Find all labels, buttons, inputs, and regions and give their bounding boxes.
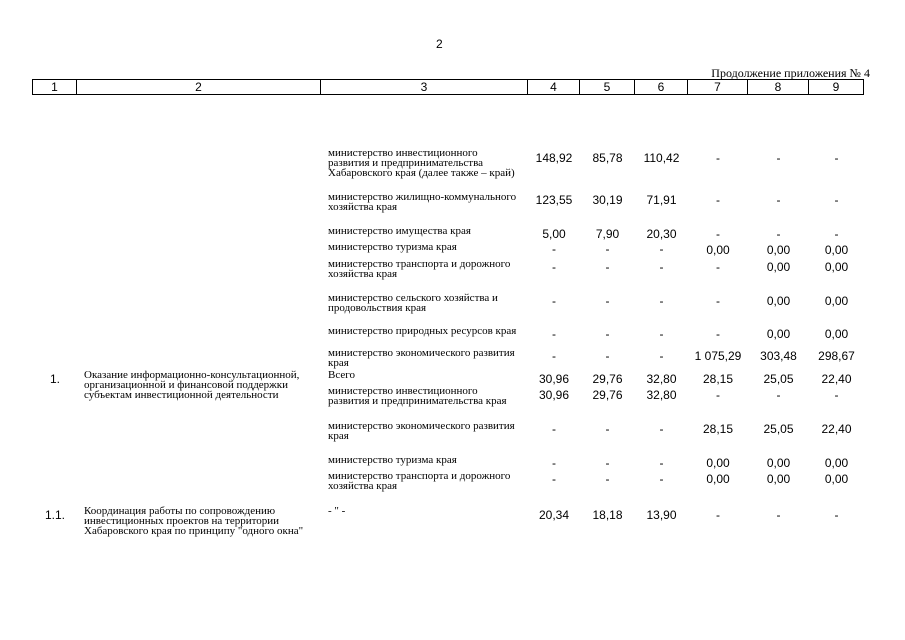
item-name: Координация работы по сопровождению инвестиционных проектов на территории Хабаровского края по принципу "одного окна" <box>84 505 304 537</box>
row-value-col6: - <box>659 349 664 363</box>
row-label: министерство инвестиционного развития и предпринимательства Хабаровского края (далее также – край) <box>328 147 515 179</box>
row-value-col5: 7,90 <box>595 227 620 241</box>
row-value-col8: 0,00 <box>766 327 791 341</box>
row-value-col5: - <box>605 294 610 308</box>
row-value-col6: 32,80 <box>646 372 677 386</box>
row-value-col4: - <box>552 260 556 274</box>
row-value-col4: - <box>552 472 556 486</box>
row-value-col8: 25,05 <box>763 422 794 436</box>
row-value-col7: - <box>716 388 720 402</box>
row-label: министерство транспорта и дорожного хозяйства края <box>328 258 511 280</box>
row-value-col8: 0,00 <box>766 243 791 257</box>
row-value-col4: - <box>552 456 556 470</box>
row-value-col5: 30,19 <box>592 193 623 207</box>
row-value-col8: 0,00 <box>766 456 791 470</box>
row-value-col4: 148,92 <box>535 151 573 165</box>
page-number: 2 <box>436 37 443 51</box>
row-value-col7: 1 075,29 <box>694 349 742 363</box>
row-label: министерство инвестиционного развития и предпринимательства края <box>328 385 507 407</box>
item-number: 1. <box>50 372 61 386</box>
row-value-col6: - <box>659 327 664 341</box>
continuation-note: Продолжение приложения № 4 <box>711 66 870 80</box>
row-value-col9: - <box>834 151 839 165</box>
row-value-col4: - <box>552 327 556 341</box>
row-value-col6: - <box>659 294 664 308</box>
row-value-col7: - <box>716 193 720 207</box>
row-value-col5: - <box>605 422 610 436</box>
row-value-col5: 85,78 <box>592 151 623 165</box>
row-value-col6: 71,91 <box>646 193 677 207</box>
row-value-col6: 110,42 <box>643 151 680 165</box>
row-value-col9: 0,00 <box>824 327 849 341</box>
row-value-col6: - <box>659 242 664 256</box>
row-value-col8: - <box>776 151 781 165</box>
row-value-col9: 0,00 <box>824 456 849 470</box>
row-value-col7: - <box>716 151 720 165</box>
row-value-col5: - <box>605 327 610 341</box>
row-value-col8: 25,05 <box>763 372 794 386</box>
row-value-col6: 32,80 <box>646 388 677 402</box>
header-col-8: 8 <box>748 79 809 95</box>
row-value-col7: - <box>716 294 720 308</box>
row-value-col9: - <box>834 388 839 402</box>
row-label: министерство экономического развития края <box>328 347 515 369</box>
row-value-col8: 0,00 <box>766 260 791 274</box>
row-value-col8: 0,00 <box>766 472 791 486</box>
row-value-col6: 13,90 <box>646 508 677 522</box>
header-col-9: 9 <box>809 79 864 95</box>
row-value-col5: 18,18 <box>592 508 623 522</box>
row-label: министерство жилищно-коммунального хозяйства края <box>328 191 517 213</box>
header-col-6: 6 <box>635 79 688 95</box>
row-label-ditto: - " - <box>328 505 346 517</box>
row-value-col4: 5,00 <box>542 227 566 241</box>
row-value-col9: - <box>834 508 839 522</box>
row-value-col5: - <box>605 349 610 363</box>
row-value-col4: - <box>552 349 556 363</box>
row-value-col5: 29,76 <box>592 388 623 402</box>
row-label: министерство экономического развития края <box>328 420 515 442</box>
row-value-col5: - <box>605 456 610 470</box>
row-value-col8: 0,00 <box>766 294 791 308</box>
row-label: министерство имущества края <box>328 225 471 237</box>
row-value-col8: - <box>776 227 781 241</box>
header-col-1: 1 <box>32 79 77 95</box>
row-value-col7: - <box>716 508 720 522</box>
row-label: министерство туризма края <box>328 241 457 253</box>
row-value-col7: 28,15 <box>702 372 734 386</box>
row-value-col9: 0,00 <box>824 243 849 257</box>
row-value-col4: 123,55 <box>535 193 573 207</box>
header-col-7: 7 <box>688 79 748 95</box>
item-number: 1.1. <box>45 508 66 522</box>
row-value-col9: - <box>834 227 839 241</box>
row-value-col9: 22,40 <box>821 372 852 386</box>
row-value-col6: - <box>659 472 664 486</box>
row-value-col9: 298,67 <box>818 349 855 363</box>
row-value-col8: - <box>776 508 781 522</box>
row-value-col5: - <box>605 260 610 274</box>
row-value-col8: - <box>776 193 781 207</box>
row-value-col5: 29,76 <box>592 372 623 386</box>
row-value-col4: 30,96 <box>538 388 570 402</box>
row-value-col8: 303,48 <box>760 349 797 363</box>
row-value-col7: - <box>716 327 720 341</box>
row-value-col6: 20,30 <box>646 227 677 241</box>
row-label: министерство транспорта и дорожного хозяйства края <box>328 470 511 492</box>
row-value-col7: - <box>716 227 720 241</box>
row-value-col4: - <box>552 242 556 256</box>
row-value-col6: - <box>659 260 664 274</box>
row-label: министерство туризма края <box>328 454 457 466</box>
row-value-col9: 22,40 <box>821 422 852 436</box>
row-value-col7: 0,00 <box>706 243 730 257</box>
row-value-col8: - <box>776 388 781 402</box>
row-value-col4: - <box>552 422 556 436</box>
row-label: министерство природных ресурсов края <box>328 325 517 337</box>
row-label-total: Всего <box>328 369 355 381</box>
table-header <box>32 79 864 95</box>
item-name: Оказание информационно-консультационной, организационной и финансовой поддержки субъектам инвестиционной деятельности <box>84 369 300 401</box>
row-label: министерство сельского хозяйства и продовольствия края <box>328 292 498 314</box>
header-col-3: 3 <box>321 79 528 95</box>
row-value-col9: 0,00 <box>824 294 849 308</box>
row-value-col9: 0,00 <box>824 472 849 486</box>
row-value-col5: - <box>605 242 610 256</box>
row-value-col7: 0,00 <box>706 456 730 470</box>
row-value-col9: - <box>834 193 839 207</box>
row-value-col7: 0,00 <box>706 472 730 486</box>
row-value-col5: - <box>605 472 610 486</box>
row-value-col6: - <box>659 422 664 436</box>
header-col-4: 4 <box>528 79 580 95</box>
row-value-col9: 0,00 <box>824 260 849 274</box>
row-value-col7: 28,15 <box>702 422 734 436</box>
row-value-col4: 20,34 <box>538 508 570 522</box>
header-col-5: 5 <box>580 79 635 95</box>
row-value-col4: - <box>552 294 556 308</box>
header-col-2: 2 <box>77 79 321 95</box>
row-value-col7: - <box>716 260 720 274</box>
row-value-col4: 30,96 <box>538 372 570 386</box>
row-value-col6: - <box>659 456 664 470</box>
